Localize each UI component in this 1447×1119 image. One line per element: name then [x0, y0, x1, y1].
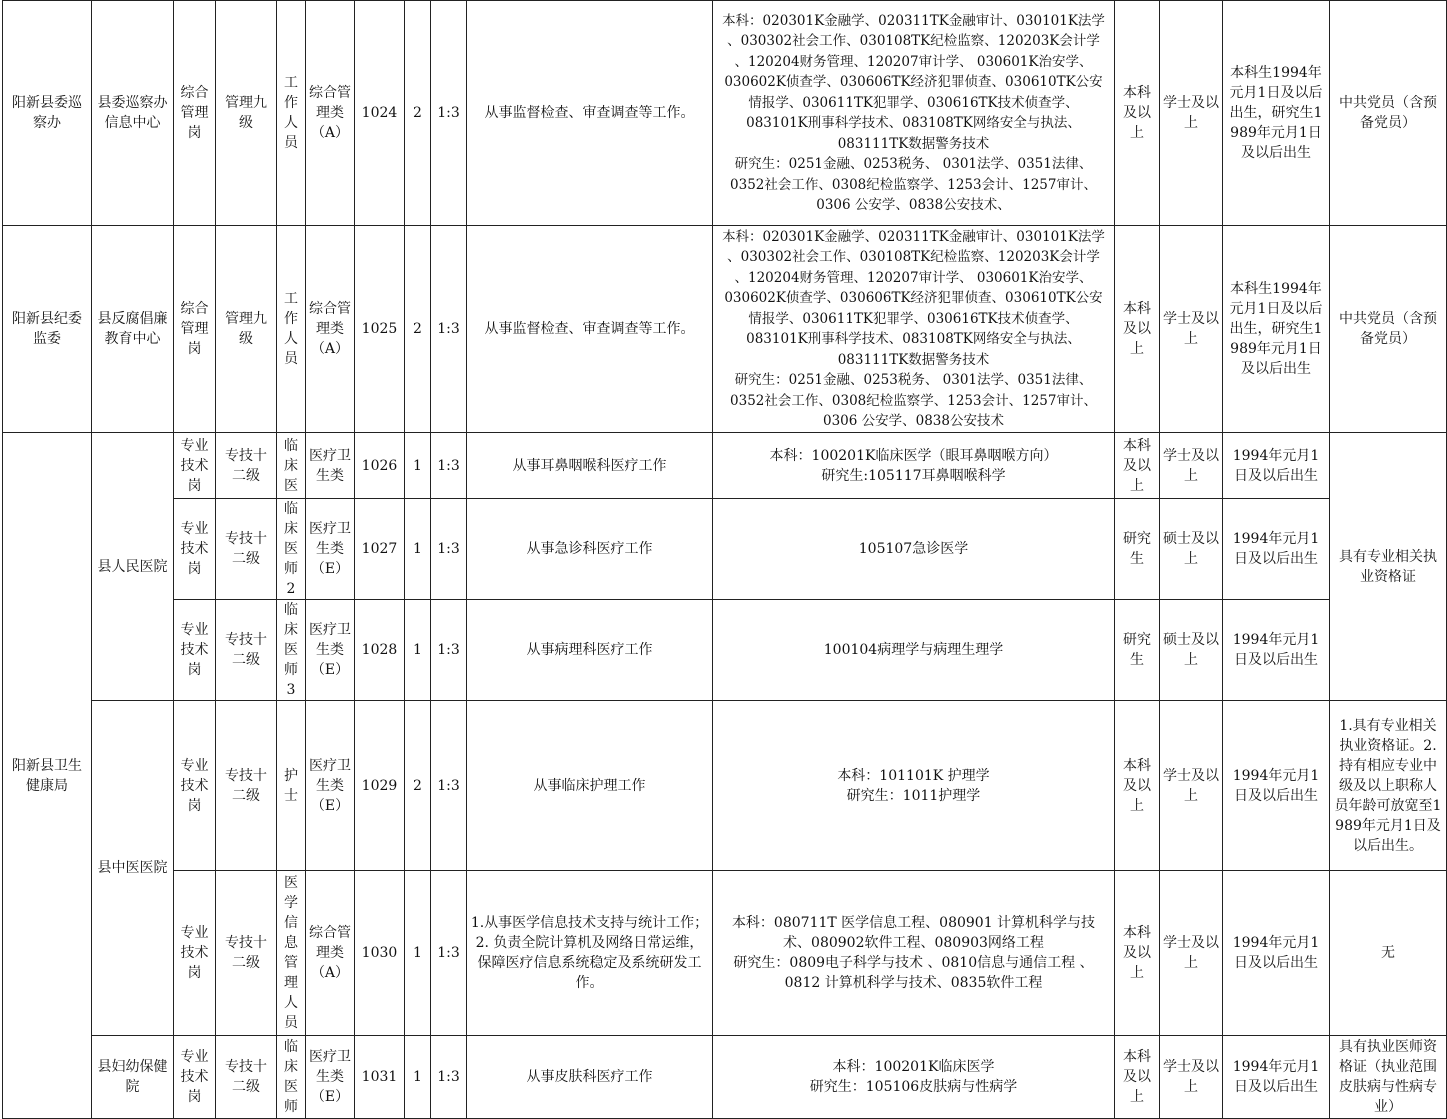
- post-name-cell: 临床医师2: [277, 499, 306, 600]
- exam-category-cell: 医疗卫生类（E）: [306, 600, 355, 701]
- post-name-cell: 临床医师: [277, 1036, 306, 1119]
- degree-cell: 学士及以上: [1160, 871, 1223, 1036]
- level-cell: 管理九级: [216, 1, 277, 226]
- major-line: 情报学、030611TK犯罪学、030616TK技术侦查学、: [748, 310, 1079, 327]
- duty-cell: 1.从事医学信息技术支持与统计工作； 2. 负责全院计算机及网络日常运维，保障医疗信息系统稳定及系统研发工作。: [467, 871, 713, 1036]
- major-line: 083101K刑事科学技术、083108TK网络安全与执法、: [746, 331, 1081, 347]
- exam-category-cell: 综合管理类（A）: [306, 226, 355, 433]
- major-line: 本科：101101K 护理学: [837, 767, 990, 784]
- education-cell: 本科及以上: [1115, 701, 1160, 871]
- majors-cell: [713, 1036, 1115, 1119]
- unit-cell: 县反腐倡廉教育中心: [92, 226, 174, 433]
- major-line: 100104病理学与病理生理学: [823, 642, 1004, 658]
- majors-cell: [713, 226, 1115, 433]
- level-cell: 专技十二级: [216, 433, 277, 499]
- majors-cell: [713, 433, 1115, 499]
- job-positions-table: [2, 0, 1447, 1119]
- major-line: 083111TK数据警务技术: [837, 135, 990, 152]
- table-row: [3, 499, 1447, 600]
- table-row: [3, 600, 1447, 701]
- post-category-cell: 综合管理岗: [174, 1, 216, 226]
- count-cell: 1: [405, 1036, 431, 1119]
- major-line: 0352社会工作、0308纪检监察学、1253会计、1257审计、: [730, 176, 1097, 193]
- unit-cell: 县妇幼保健院: [92, 1036, 174, 1119]
- post-category-cell: 专业技术岗: [174, 1036, 216, 1119]
- ratio-cell: 1:3: [431, 871, 467, 1036]
- education-cell: 研究生: [1115, 600, 1160, 701]
- post-category-cell: 专业技术岗: [174, 871, 216, 1036]
- age-cell: 本科生1994年元月1日及以后出生，研究生1989年元月1日及以后出生: [1223, 1, 1330, 226]
- ratio-cell: 1:3: [431, 600, 467, 701]
- post-name-cell: 工作人员: [277, 1, 306, 226]
- education-cell: 研究生: [1115, 499, 1160, 600]
- table-row: [3, 1036, 1447, 1119]
- education-cell: 本科及以上: [1115, 871, 1160, 1036]
- major-line: 0306 公安学、0838公安技术、: [816, 197, 1011, 213]
- exam-category-cell: 医疗卫生类: [306, 433, 355, 499]
- age-cell: 1994年元月1日及以后出生: [1223, 499, 1330, 600]
- major-line: 研究生：0809电子科学与技术 、0810信息与通信工程 、: [733, 955, 1094, 971]
- exam-category-cell: 医疗卫生类（E）: [306, 701, 355, 871]
- major-line: 本科：020301K金融学、020311TK金融审计、030101K法学: [722, 228, 1105, 245]
- table-row: [3, 701, 1447, 871]
- duty-cell: 从事耳鼻咽喉科医疗工作: [467, 433, 713, 499]
- major-line: 、120204财务管理、120207审计学、 030601K治安学、: [734, 53, 1093, 70]
- majors-cell: [713, 499, 1115, 600]
- post-name-cell: 护士: [277, 701, 306, 871]
- level-cell: 管理九级: [216, 226, 277, 433]
- major-line: 本科：100201K临床医学（眼耳鼻咽喉方向）: [769, 447, 1058, 464]
- unit-cell: 县人民医院: [92, 433, 174, 701]
- duty-cell: 从事临床护理工作: [467, 701, 713, 871]
- dept-cell: 阳新县卫生健康局: [3, 433, 92, 1119]
- major-line: 0306 公安学、0838公安技术: [822, 413, 1004, 429]
- level-cell: 专技十二级: [216, 1036, 277, 1119]
- duty-cell: 从事病理科医疗工作: [467, 600, 713, 701]
- degree-cell: 硕士及以上: [1160, 499, 1223, 600]
- post-name-cell: 工作人员: [277, 226, 306, 433]
- code-cell: 1024: [355, 1, 405, 226]
- ratio-cell: 1:3: [431, 433, 467, 499]
- exam-category-cell: 医疗卫生类（E）: [306, 499, 355, 600]
- level-cell: 专技十二级: [216, 499, 277, 600]
- unit-cell: 县中医医院: [92, 701, 174, 1036]
- other-cell: 无: [1330, 871, 1447, 1036]
- degree-cell: 学士及以上: [1160, 701, 1223, 871]
- post-name-cell: 临床医师3: [277, 600, 306, 701]
- other-cell: 1.具有专业相关执业资格证。2.持有相应专业中级及以上职称人员年龄可放宽至1989年元月1日及以后出生。: [1330, 701, 1447, 871]
- dept-cell: 阳新县委巡察办: [3, 1, 92, 226]
- degree-cell: 学士及以上: [1160, 1, 1223, 226]
- major-line: 、120204财务管理、120207审计学、 030601K治安学、: [734, 269, 1093, 286]
- age-cell: 1994年元月1日及以后出生: [1223, 433, 1330, 499]
- major-line: 030602K侦查学、030606TK经济犯罪侦查、030610TK公安: [724, 290, 1103, 306]
- unit-cell: 县委巡察办信息中心: [92, 1, 174, 226]
- ratio-cell: 1:3: [431, 701, 467, 871]
- dept-cell: 阳新县纪委监委: [3, 226, 92, 433]
- level-cell: 专技十二级: [216, 701, 277, 871]
- post-name-cell: 医学信息管理人员: [277, 871, 306, 1036]
- education-cell: 本科及以上: [1115, 433, 1160, 499]
- majors-cell: [713, 701, 1115, 871]
- other-cell: 中共党员（含预备党员）: [1330, 226, 1447, 433]
- major-line: 研究生：0251金融、0253税务、 0301法学、0351法律、: [734, 372, 1093, 388]
- major-line: 105107急诊医学: [858, 541, 969, 557]
- degree-cell: 硕士及以上: [1160, 600, 1223, 701]
- major-line: 083101K刑事科学技术、083108TK网络安全与执法、: [746, 115, 1081, 131]
- degree-cell: 学士及以上: [1160, 433, 1223, 499]
- count-cell: 1: [405, 433, 431, 499]
- education-cell: 本科及以上: [1115, 1036, 1160, 1119]
- table-row: [3, 871, 1447, 1036]
- count-cell: 1: [405, 499, 431, 600]
- post-category-cell: 专业技术岗: [174, 433, 216, 499]
- majors-cell: [713, 871, 1115, 1036]
- code-cell: 1029: [355, 701, 405, 871]
- code-cell: 1026: [355, 433, 405, 499]
- major-line: 术、080902软件工程、080903网络工程: [783, 935, 1044, 951]
- count-cell: 2: [405, 1, 431, 226]
- code-cell: 1028: [355, 600, 405, 701]
- major-line: 0352社会工作、0308纪检监察学、1253会计、1257审计、: [730, 392, 1097, 409]
- age-cell: 1994年元月1日及以后出生: [1223, 600, 1330, 701]
- major-line: 、030302社会工作、030108TK纪检监察、120203K会计学: [727, 33, 1100, 49]
- code-cell: 1030: [355, 871, 405, 1036]
- other-cell: 具有执业医师资格证（执业范围皮肤病与性病专业）: [1330, 1036, 1447, 1119]
- post-category-cell: 专业技术岗: [174, 701, 216, 871]
- exam-category-cell: 医疗卫生类（E）: [306, 1036, 355, 1119]
- ratio-cell: 1:3: [431, 1, 467, 226]
- major-line: 083111TK数据警务技术: [837, 351, 990, 368]
- table-row: [3, 433, 1447, 499]
- degree-cell: 学士及以上: [1160, 226, 1223, 433]
- duty-cell: 从事监督检查、审查调查等工作。: [467, 1, 713, 226]
- exam-category-cell: 综合管理类（A）: [306, 1, 355, 226]
- ratio-cell: 1:3: [431, 499, 467, 600]
- duty-cell: 从事监督检查、审查调查等工作。: [467, 226, 713, 433]
- other-cell: 中共党员（含预备党员）: [1330, 1, 1447, 226]
- post-category-cell: 专业技术岗: [174, 600, 216, 701]
- age-cell: 1994年元月1日及以后出生: [1223, 1036, 1330, 1119]
- code-cell: 1031: [355, 1036, 405, 1119]
- level-cell: 专技十二级: [216, 871, 277, 1036]
- major-line: 0812 计算机科学与技术、0835软件工程: [784, 975, 1043, 991]
- major-line: 研究生：0251金融、0253税务、 0301法学、0351法律、: [734, 156, 1093, 172]
- table-row: [3, 1, 1447, 226]
- code-cell: 1027: [355, 499, 405, 600]
- major-line: 研究生：105106皮肤病与性病学: [809, 1079, 1018, 1095]
- ratio-cell: 1:3: [431, 1036, 467, 1119]
- major-line: 030602K侦查学、030606TK经济犯罪侦查、030610TK公安: [724, 74, 1103, 90]
- age-cell: 1994年元月1日及以后出生: [1223, 701, 1330, 871]
- education-cell: 本科及以上: [1115, 226, 1160, 433]
- code-cell: 1025: [355, 226, 405, 433]
- ratio-cell: 1:3: [431, 226, 467, 433]
- count-cell: 1: [405, 600, 431, 701]
- majors-cell: [713, 600, 1115, 701]
- other-cell: 具有专业相关执业资格证: [1330, 433, 1447, 701]
- table-row: [3, 226, 1447, 433]
- post-category-cell: 专业技术岗: [174, 499, 216, 600]
- count-cell: 2: [405, 226, 431, 433]
- major-line: 本科：020301K金融学、020311TK金融审计、030101K法学: [722, 12, 1105, 29]
- count-cell: 2: [405, 701, 431, 871]
- education-cell: 本科及以上: [1115, 1, 1160, 226]
- exam-category-cell: 综合管理类（A）: [306, 871, 355, 1036]
- duty-cell: 从事皮肤科医疗工作: [467, 1036, 713, 1119]
- duty-cell: 从事急诊科医疗工作: [467, 499, 713, 600]
- level-cell: 专技十二级: [216, 600, 277, 701]
- degree-cell: 学士及以上: [1160, 1036, 1223, 1119]
- age-cell: 本科生1994年元月1日及以后出生，研究生1989年元月1日及以后出生: [1223, 226, 1330, 433]
- post-name-cell: 临床医: [277, 433, 306, 499]
- age-cell: 1994年元月1日及以后出生: [1223, 871, 1330, 1036]
- major-line: 研究生：1011护理学: [846, 787, 981, 804]
- count-cell: 1: [405, 871, 431, 1036]
- major-line: 情报学、030611TK犯罪学、030616TK技术侦查学、: [748, 94, 1079, 111]
- major-line: 本科：080711T 医学信息工程、080901 计算机科学与技: [731, 915, 1096, 931]
- majors-cell: [713, 1, 1115, 226]
- major-line: 、030302社会工作、030108TK纪检监察、120203K会计学: [727, 249, 1100, 265]
- major-line: 研究生:105117耳鼻咽喉科学: [821, 467, 1006, 484]
- post-category-cell: 综合管理岗: [174, 226, 216, 433]
- major-line: 本科：100201K临床医学: [832, 1059, 995, 1075]
